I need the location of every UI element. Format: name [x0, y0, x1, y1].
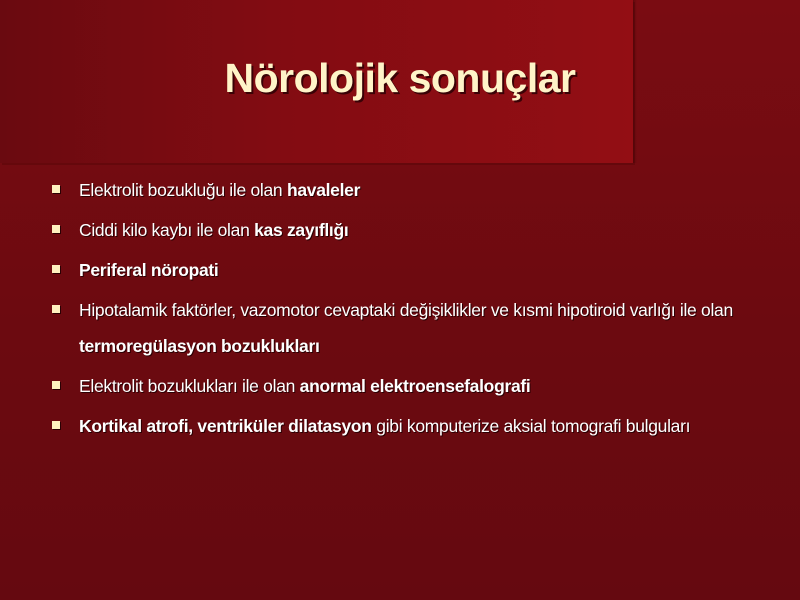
bullet-text: Ciddi kilo kaybı ile olan: [79, 220, 255, 240]
square-bullet-icon: [52, 265, 60, 273]
bullet-text: Elektrolit bozukluğu ile olan: [79, 180, 287, 200]
bullet-emphasis: Kortikal atrofi, ventriküler dilatasyon: [79, 416, 372, 436]
bullet-item-2: [50, 212, 770, 248]
square-bullet-icon: [52, 381, 60, 389]
bullet-item-5: [50, 368, 770, 404]
bullet-emphasis: termoregülasyon bozuklukları: [79, 336, 320, 356]
bullet-item-6: [50, 408, 770, 444]
bullet-text: Hipotalamik faktörler, vazomotor cevaptaki değişiklikler ve kısmi hipotiroid varlığı ile olan: [79, 300, 733, 320]
bullet-item-3: [50, 252, 770, 288]
bullet-list: [50, 170, 770, 444]
slide-title: Nörolojik sonuçlar: [224, 55, 576, 101]
bullet-item-1: [50, 172, 770, 208]
square-bullet-icon: [52, 421, 60, 429]
bullet-emphasis: havaleler: [286, 180, 361, 200]
bullet-emphasis: kas zayıflığı: [254, 220, 349, 240]
bullet-emphasis: anormal elektroensefalografi: [299, 376, 531, 396]
bullet-text: gibi komputerize aksial tomografi bulguları: [371, 416, 691, 436]
bullet-emphasis: Periferal nöropati: [79, 260, 219, 280]
square-bullet-icon: [52, 185, 60, 193]
square-bullet-icon: [52, 225, 60, 233]
bullet-item-4: [50, 292, 770, 364]
bullet-text: Elektrolit bozuklukları ile olan: [79, 376, 300, 396]
square-bullet-icon: [52, 305, 60, 313]
